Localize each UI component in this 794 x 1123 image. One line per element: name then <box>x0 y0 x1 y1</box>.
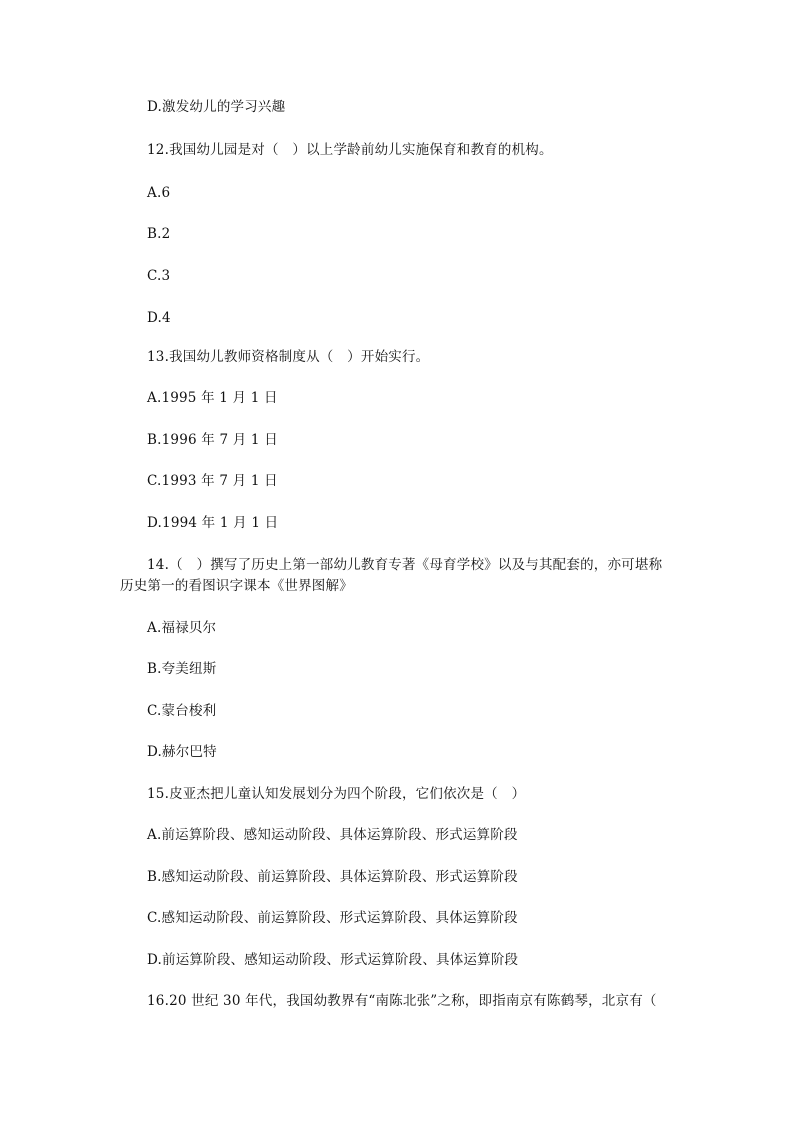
q12-option-a: A.6 <box>147 185 171 201</box>
q15-option-d: D.前运算阶段、感知运动阶段、形式运算阶段、具体运算阶段 <box>147 952 519 968</box>
q15-option-c: C.感知运动阶段、前运算阶段、形式运算阶段、具体运算阶段 <box>147 910 518 926</box>
q13-question: 13.我国幼儿教师资格制度从（ ）开始实行。 <box>147 349 430 365</box>
q14-option-a: A.福禄贝尔 <box>147 620 217 636</box>
q16-question: 16.20 世纪 30 年代，我国幼教界有“南陈北张”之称，即指南京有陈鹤琴，北京有（ <box>147 993 657 1009</box>
q15-option-a: A.前运算阶段、感知运动阶段、具体运算阶段、形式运算阶段 <box>147 827 518 843</box>
q14-question-continued: 历史第一的看图识字课本《世界图解》 <box>120 578 353 594</box>
q13-option-a: A.1995 年 1 月 1 日 <box>147 390 278 406</box>
q12-option-d: D.4 <box>147 310 171 326</box>
q13-option-d: D.1994 年 1 月 1 日 <box>147 515 279 531</box>
q15-option-b: B.感知运动阶段、前运算阶段、具体运算阶段、形式运算阶段 <box>147 869 518 885</box>
q14-option-b: B.夸美纽斯 <box>147 661 217 677</box>
q15-question: 15.皮亚杰把儿童认知发展划分为四个阶段，它们依次是（ ） <box>147 786 526 802</box>
q12-question: 12.我国幼儿园是对（ ）以上学龄前幼儿实施保育和教育的机构。 <box>147 142 553 158</box>
q14-question: 14.（ ）撰写了历史上第一部幼儿教育专著《母育学校》以及与其配套的，亦可堪称 <box>147 557 663 573</box>
q12-option-c: C.3 <box>147 268 171 284</box>
q13-option-b: B.1996 年 7 月 1 日 <box>147 432 278 448</box>
q11-option-d: D.激发幼儿的学习兴趣 <box>147 99 286 115</box>
q14-option-d: D.赫尔巴特 <box>147 744 217 760</box>
q12-option-b: B.2 <box>147 226 171 242</box>
q14-option-c: C.蒙台梭利 <box>147 703 217 719</box>
q13-option-c: C.1993 年 7 月 1 日 <box>147 473 278 489</box>
